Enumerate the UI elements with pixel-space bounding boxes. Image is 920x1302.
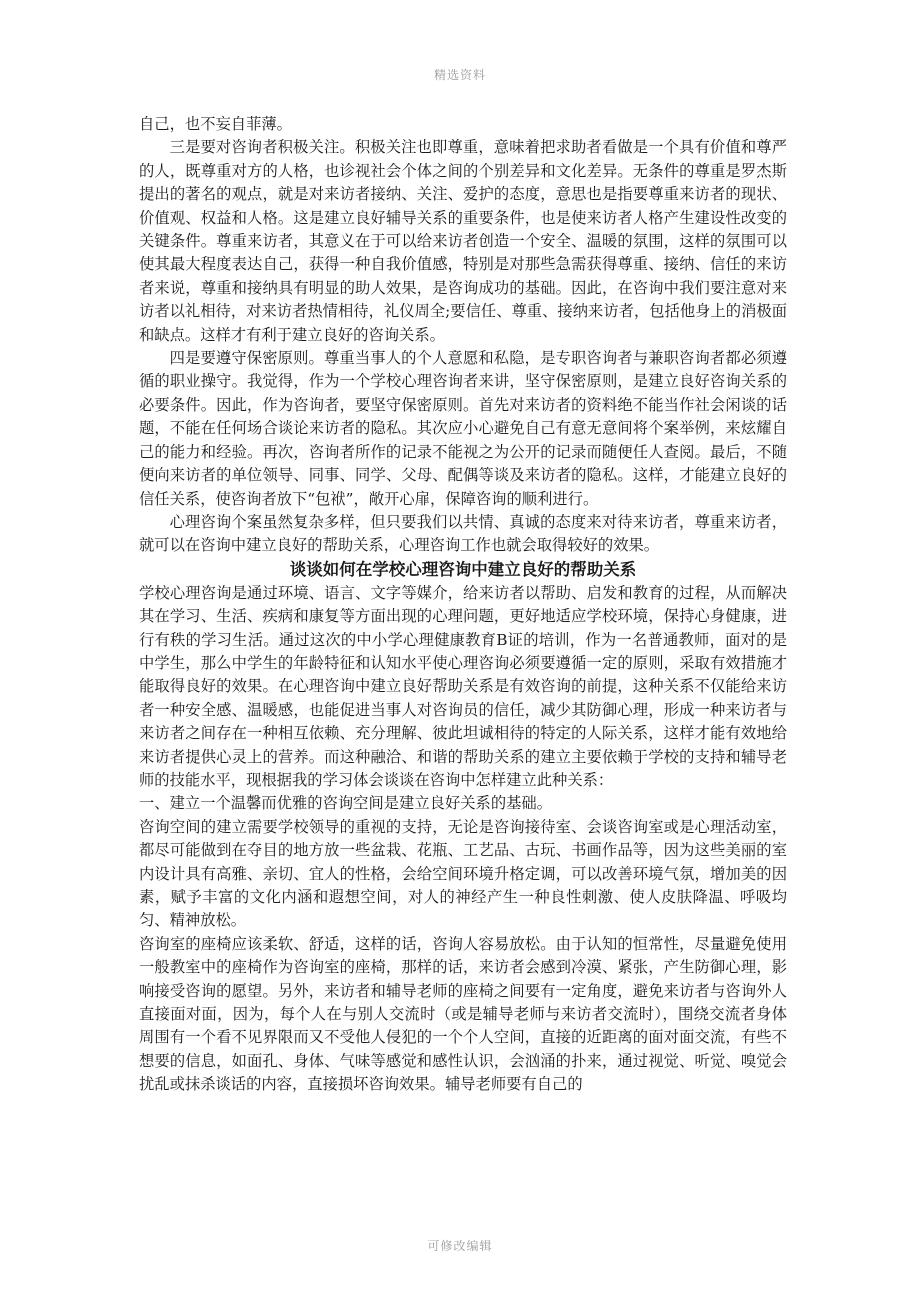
paragraph-continuation: 自己，也不妄自菲薄。 [139,115,292,133]
paragraph-positive-regard: 三是要对咨询者积极关注。积极关注也即尊重，意味着把求助者看做是一个具有价值和尊严的人，既尊重对方的人格，也诊视社会个体之间的个别差异和文化差异。无条件的尊重是罗杰斯提出的著名的观点，就是对来访者接纳、关注、爱护的态度，意思也是指要尊重来访者的现状、价值观、权益和人格。这是建立良好辅导关系的重要条件，也是使来访者人格产生建设性改变的关键条件。尊重来访者，其意义在于可以给来访者创造一个安全、温暖的氛围，这样的氛围可以使其最大程度表达自己，获得一种自我价值感，特别是对那些急需获得尊重、接纳、信任的来访者来说，尊重和接纳具有明显的助人效果，是咨询成功的基础。因此，在咨询中我们要注意对来访者以礼相待，对来访者热情相待，礼仪周全;要信任、尊重、接纳来访者，包括他身上的消极面和缺点。这样才有利于建立良好的咨询关系。 [139,138,787,344]
paragraph-intro: 学校心理咨询是通过环境、语言、文字等媒介，给来访者以帮助、启发和教育的过程，从而解决其在学习、生活、疾病和康复等方面出现的心理问题，更好地适应学校环境，保持心身健康，进行有秩的学习生活。通过这次的中小学心理健康教育B证的培训，作为一名普通教师，面对的是中学生，那么中学生的年龄特征和认知水平使心理咨询必须要遵循一定的原则，采取有效措施才能取得良好的效果。在心理咨询中建立良好帮助关系是有效咨询的前提，这种关系不仅能给来访者一种安全感、温暖感，也能促进当事人对咨询员的信任，减少其防御心理，形成一种来访者与来访者之间存在一种相互依赖、充分理解、彼此坦诚相待的特定的人际关系，这样才能有效地给来访者提供心灵上的营养。而这种融洽、和谐的帮助关系的建立主要依赖于学校的支持和辅导老师的技能水平，现根据我的学习体会谈谈在咨询中怎样建立此种关系： [139,583,787,789]
footer-watermark: 可修改编辑 [427,1239,493,1253]
article-title: 谈谈如何在学校心理咨询中建立良好的帮助关系 [289,559,637,579]
header-watermark: 精选资料 [433,68,486,82]
document-body [139,113,787,1097]
paragraph-space: 咨询空间的建立需要学校领导的重视的支持，无论是咨询接待室、会谈咨询室或是心理活动室，都尽可能做到在夺目的地方放一些盆栽、花瓶、工艺品、古玩、书画作品等，因为这些美丽的室内设计具有高雅、亲切、宜人的性格，会给空间环境升格定调，可以改善环境气氛，增加美的因素，赋予丰富的文化内涵和遐想空间，对人的神经产生一种良性刺激、使人皮肤降温、呼吸均匀、精神放松。 [139,817,787,930]
section-heading-1: 一、建立一个温馨而优雅的咨询空间是建立良好关系的基础。 [139,794,553,813]
paragraph-conclusion: 心理咨询个案虽然复杂多样，但只要我们以共情、真诚的态度来对待来访者，尊重来访者，就可以在咨询中建立良好的帮助关系，心理咨询工作也就会取得较好的效果。 [139,512,787,555]
paragraph-confidentiality: 四是要遵守保密原则。尊重当事人的个人意愿和私隐，是专职咨询者与兼职咨询者都必须遵循的职业操守。我觉得，作为一个学校心理咨询者来讲，坚守保密原则，是建立良好咨询关系的必要条件。因此，作为咨询者，要坚守保密原则。首先对来访者的资料绝不能当作社会闲谈的话题，不能在任何场合谈论来访者的隐私。其次应小心避免自己有意无意间将个案举例，来炫耀自己的能力和经验。再次，咨询者所作的记录不能视之为公开的记录而随便任人查阅。最后，不随便向来访者的单位领导、同事、同学、父母、配偶等谈及来访者的隐私。这样，才能建立良好的信任关系，使咨询者放下“包袱”，敞开心扉，保障咨询的顺利进行。 [139,349,787,508]
paragraph-seating: 咨询室的座椅应该柔软、舒适，这样的话，咨询人容易放松。由于认知的恒常性，尽量避免使用一般教室中的座椅作为咨询室的座椅，那样的话，来访者会感到冷漠、紧张，产生防御心理，影响接受咨询的愿望。另外，来访者和辅导老师的座椅之间要有一定角度，避免来访者与咨询外人直接面对面，因为，每个人在与别人交流时（或是辅导老师与来访者交流时），围绕交流者身体周围有一个看不见界限而又不受他人侵犯的一个个人空间，直接的近距离的面对面交流，有些不想要的信息，如面孔、身体、气味等感觉和感性认识，会汹涌的扑来，通过视觉、听觉、嗅觉会扰乱或抹杀谈话的内容，直接损坏咨询效果。辅导老师要有自己的 [139,934,787,1094]
